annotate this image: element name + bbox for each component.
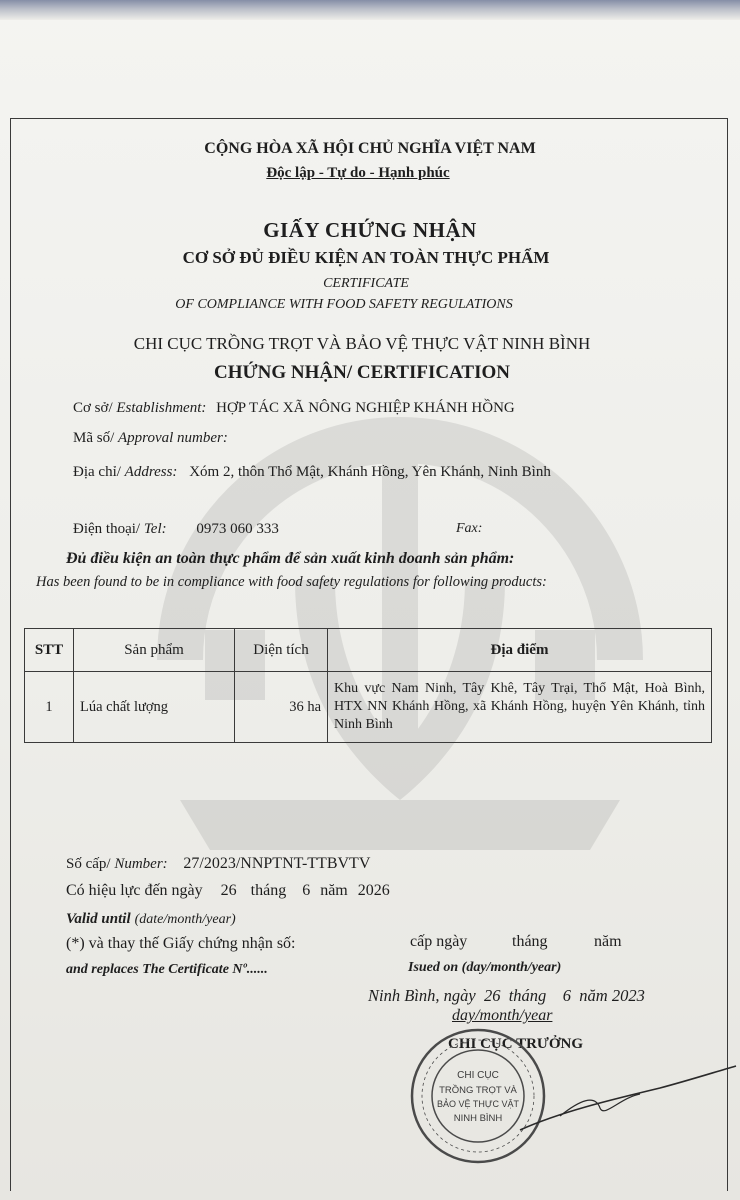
signing-date-format: day/month/year (452, 1007, 553, 1024)
col-header-product: Sản phẩm (74, 629, 235, 672)
products-table (24, 628, 712, 743)
validity-format-en: (date/month/year) (134, 912, 236, 927)
certificate-subtitle: CƠ SỞ ĐỦ ĐIỀU KIỆN AN TOÀN THỰC PHẨM (182, 248, 550, 267)
col-header-location: Địa điểm (328, 629, 712, 672)
certificate-title: GIẤY CHỨNG NHẬN (263, 218, 477, 242)
address-line (73, 464, 551, 481)
country-name: CỘNG HÒA XÃ HỘI CHỦ NGHĨA VIỆT NAM (204, 140, 536, 157)
replaces-issued-vn-day: cấp ngày (410, 933, 468, 950)
phone-line (73, 521, 279, 538)
certificate-title-en: CERTIFICATE (323, 276, 409, 291)
validity-month-word: tháng (250, 882, 287, 899)
cell-product: Lúa chất lượng (74, 672, 235, 743)
issuing-agency: CHI CỤC TRỒNG TRỌT VÀ BẢO VỆ THỰC VẬT NINH BÌNH (133, 334, 591, 353)
approval-label-vn: Mã số/ (73, 430, 115, 446)
validity-label-vn: Có hiệu lực đến ngày (66, 882, 203, 899)
number-label-en: Number: (114, 856, 168, 872)
seal-line-3: BẢO VỆ THỰC VẬT (436, 1099, 520, 1109)
approval-label-en: Approval number: (118, 430, 228, 446)
validity-en-line (66, 910, 236, 928)
signing-place-date: Ninh Bình, ngày 26 tháng 6 năm 2023 (368, 986, 645, 1005)
cell-area: 36 ha (235, 672, 328, 743)
address-value: Xóm 2, thôn Thổ Mật, Khánh Hồng, Yên Khánh, Ninh Bình (189, 464, 551, 480)
establishment-label-en: Establishment: (116, 400, 207, 416)
compliance-statement-en: Has been found to be in compliance with food safety regulations for following products: (36, 574, 547, 590)
address-label-en: Address: (124, 464, 178, 480)
phone-label-en: Tel: (143, 521, 167, 537)
table-header-row (25, 629, 712, 672)
phone-number: 0973 060 333 (196, 521, 279, 537)
signature (500, 1060, 740, 1140)
validity-year-word: năm (320, 882, 348, 899)
replaces-issued-vn-year: năm (594, 933, 622, 950)
replaces-label-en: and replaces The Certificate Nº...... (66, 962, 268, 977)
fax-label: Fax: (456, 521, 483, 536)
validity-label-en: Valid until (66, 911, 131, 927)
replaces-label-vn: (*) và thay thế Giấy chứng nhận số: (66, 935, 296, 952)
validity-line (66, 882, 390, 900)
number-label-vn: Số cấp/ (66, 856, 111, 872)
certification-heading: CHỨNG NHẬN/ CERTIFICATION (214, 362, 510, 383)
number-line (66, 855, 370, 873)
establishment-line (73, 400, 515, 417)
validity-year: 2026 (357, 882, 390, 899)
seal-line-1: CHI CỤC (457, 1070, 499, 1081)
cell-location: Khu vực Nam Ninh, Tây Khê, Tây Trại, Thổ Mật, Hoà Bình, HTX NN Khánh Hồng, xã Khánh Hồng, huyện Yên Khánh, tỉnh Ninh Bình (328, 672, 712, 743)
signer-title: CHI CỤC TRƯỞNG (448, 1036, 584, 1052)
background-edge (0, 0, 740, 20)
establishment-label-vn: Cơ sở/ (73, 400, 113, 416)
seal-line-2: TRỒNG TRỌT VÀ (439, 1085, 517, 1096)
replaces-issued-en: Isued on (day/month/year) (408, 960, 562, 975)
certificate-number: 27/2023/NNPTNT-TTBVTV (183, 855, 371, 872)
col-header-stt: STT (25, 629, 74, 672)
national-motto: Độc lập - Tự do - Hạnh phúc (266, 165, 450, 181)
seal-line-4: NINH BÌNH (453, 1113, 503, 1124)
establishment-name: HỢP TÁC XÃ NÔNG NGHIỆP KHÁNH HỒNG (216, 400, 515, 416)
certificate-subtitle-en: OF COMPLIANCE WITH FOOD SAFETY REGULATIONS (175, 297, 513, 312)
compliance-statement-vn: Đủ điều kiện an toàn thực phẩm để sản xuất kinh doanh sản phẩm: (66, 550, 515, 567)
phone-label-vn: Điện thoại/ (73, 521, 141, 537)
validity-day: 26 (220, 882, 237, 899)
validity-month: 6 (302, 882, 311, 899)
approval-line (73, 430, 228, 447)
table-row (25, 672, 712, 743)
address-label-vn: Địa chỉ/ (73, 464, 121, 480)
col-header-area: Diện tích (235, 629, 328, 672)
cell-stt: 1 (25, 672, 74, 743)
replaces-issued-vn-month: tháng (512, 933, 548, 950)
